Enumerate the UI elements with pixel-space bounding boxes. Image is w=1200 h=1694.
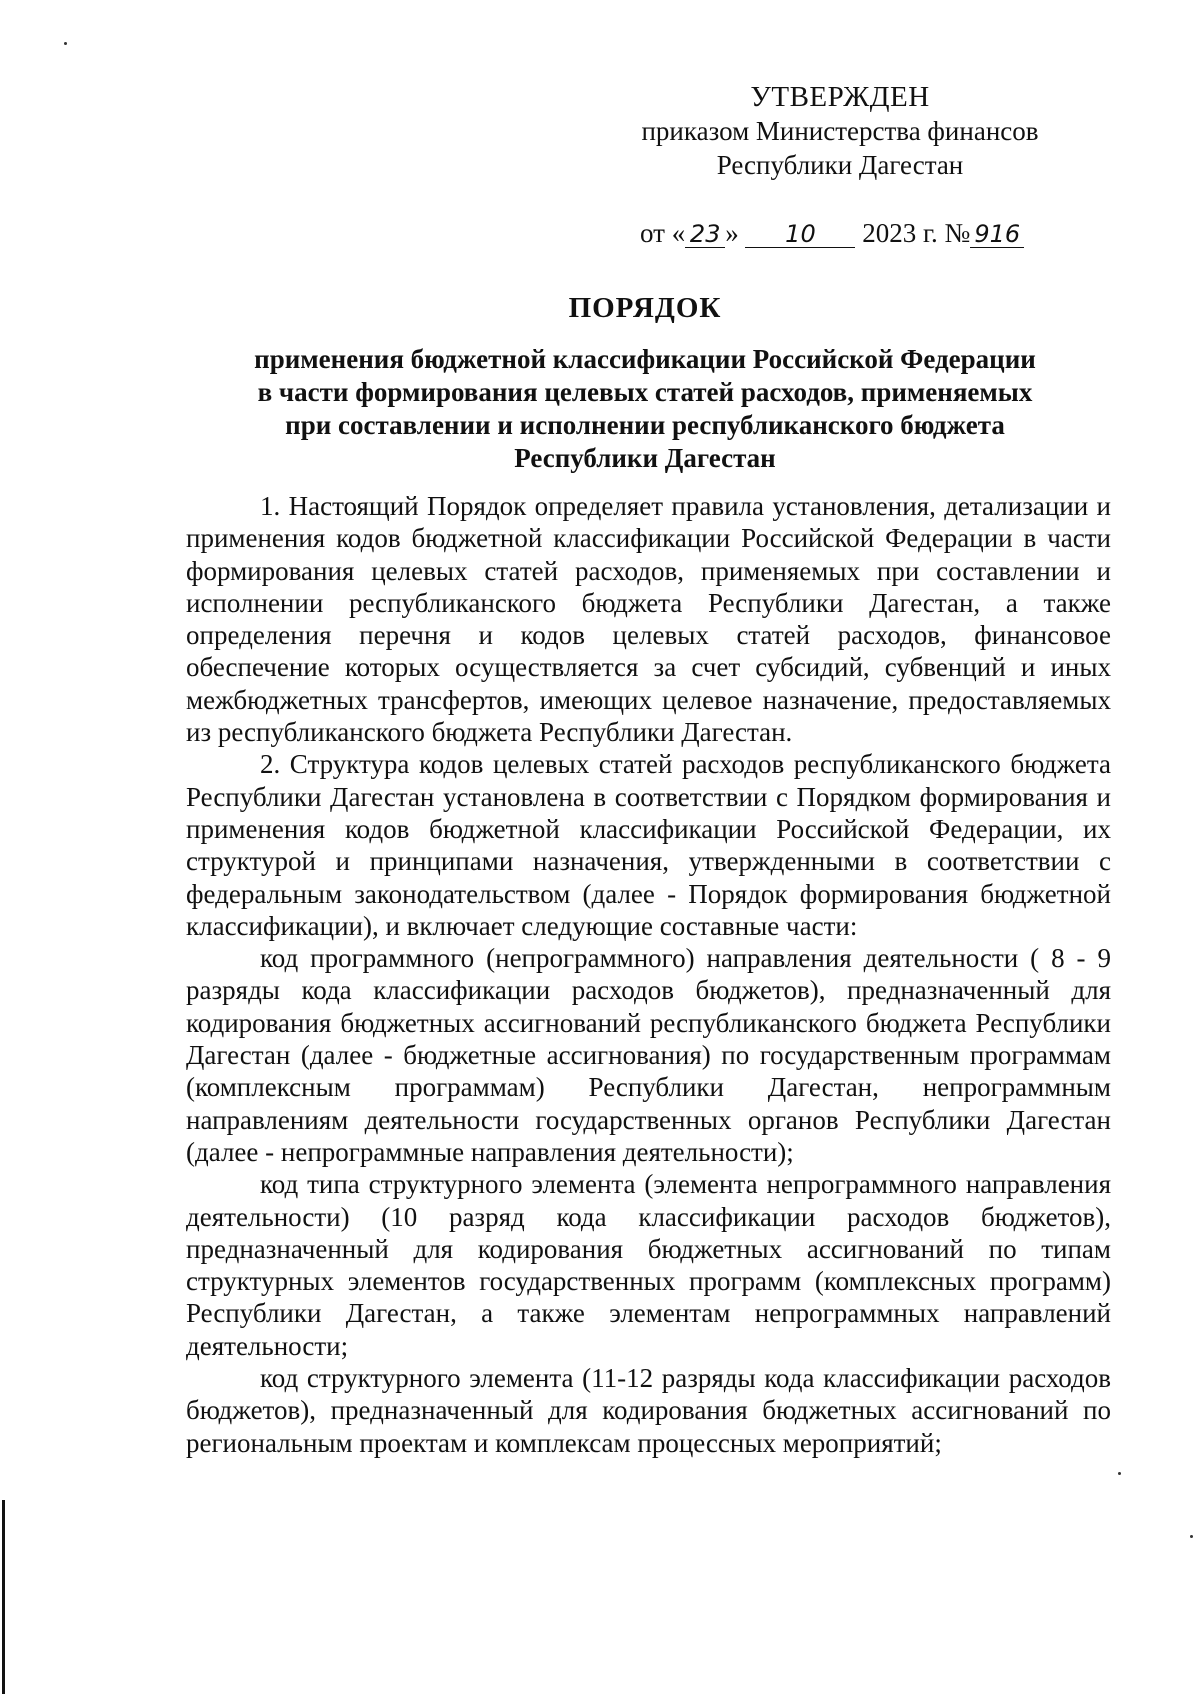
order-number-handwritten: 916	[970, 221, 1024, 248]
body-paragraph: код структурного элемента (11-12 разряды кода классификации расходов бюджетов), предназначенный для кодирования бюджетных ассигнований по региональным проектам и комплексам процессных мероприятий;	[186, 1363, 1111, 1458]
title-line: Республики Дагестан	[514, 443, 776, 473]
title-line: в части формирования целевых статей расходов, применяемых	[257, 377, 1033, 407]
approval-stamp-block	[600, 80, 1080, 182]
scan-speck	[1118, 1472, 1121, 1475]
body-paragraph: код типа структурного элемента (элемента непрограммного направления деятельности) (10 разряд кода классификации расходов бюджетов), предназначенный для кодирования бюджетных ассигнований по типам структурных элементов государственных программ (комплексных программ) Республики Дагестан, а также элементам непрограммных направлений деятельности;	[186, 1169, 1111, 1361]
order-date-number	[640, 216, 1024, 250]
order-prefix: от «	[640, 218, 686, 248]
body-paragraph: код программного (непрограммного) направления деятельности ( 8 - 9 разряды кода классификации расходов бюджетов), предназначенный для кодирования бюджетных ассигнований республиканского бюджета Республики Дагестан (далее - бюджетные ассигнования) по государственным программам (комплексным программам) Республики Дагестан, непрограммным направлениям деятельности государственных органов Республики Дагестан (далее - непрограммные направления деятельности);	[186, 943, 1111, 1167]
body-paragraph: 1. Настоящий Порядок определяет правила установления, детализации и применения кодов бюджетной классификации Российской Федерации в части формирования целевых статей расходов, применяемых при составлении и исполнении республиканского бюджета Республики Дагестан, а также определения перечня и кодов целевых статей расходов, финансовое обеспечение которых осуществляется за счет субсидий, субвенций и иных межбюджетных трансфертов, имеющих целевое назначение, предоставляемых из республиканского бюджета Республики Дагестан.	[186, 491, 1111, 748]
title-line: при составлении и исполнении республиканского бюджета	[285, 410, 1005, 440]
document-title	[180, 292, 1110, 475]
document-body	[186, 490, 1111, 1459]
order-quote-close: »	[725, 218, 739, 248]
order-number-prefix: №	[944, 218, 971, 248]
order-year: 2023 г.	[862, 218, 938, 248]
approval-line: Республики Дагестан	[716, 150, 964, 180]
scan-edge-mark	[2, 1500, 5, 1694]
approval-line: приказом Министерства финансов	[641, 116, 1039, 146]
scan-speck	[1190, 1535, 1193, 1538]
order-month-handwritten: 10	[745, 221, 855, 248]
scan-speck	[64, 42, 67, 45]
order-day-handwritten: 23	[685, 221, 725, 248]
body-paragraph: 2. Структура кодов целевых статей расходов республиканского бюджета Республики Дагестан установлена в соответствии с Порядком формирования и применения кодов бюджетной классификации Российской Федерации, их структурой и принципами назначения, утвержденными в соответствии с федеральным законодательством (далее - Порядок формирования бюджетной классификации), и включает следующие составные части:	[186, 749, 1111, 941]
title-line: применения бюджетной классификации Российской Федерации	[254, 344, 1036, 374]
title-main: ПОРЯДОК	[568, 292, 722, 324]
approved-title: УТВЕРЖДЕН	[750, 81, 930, 113]
